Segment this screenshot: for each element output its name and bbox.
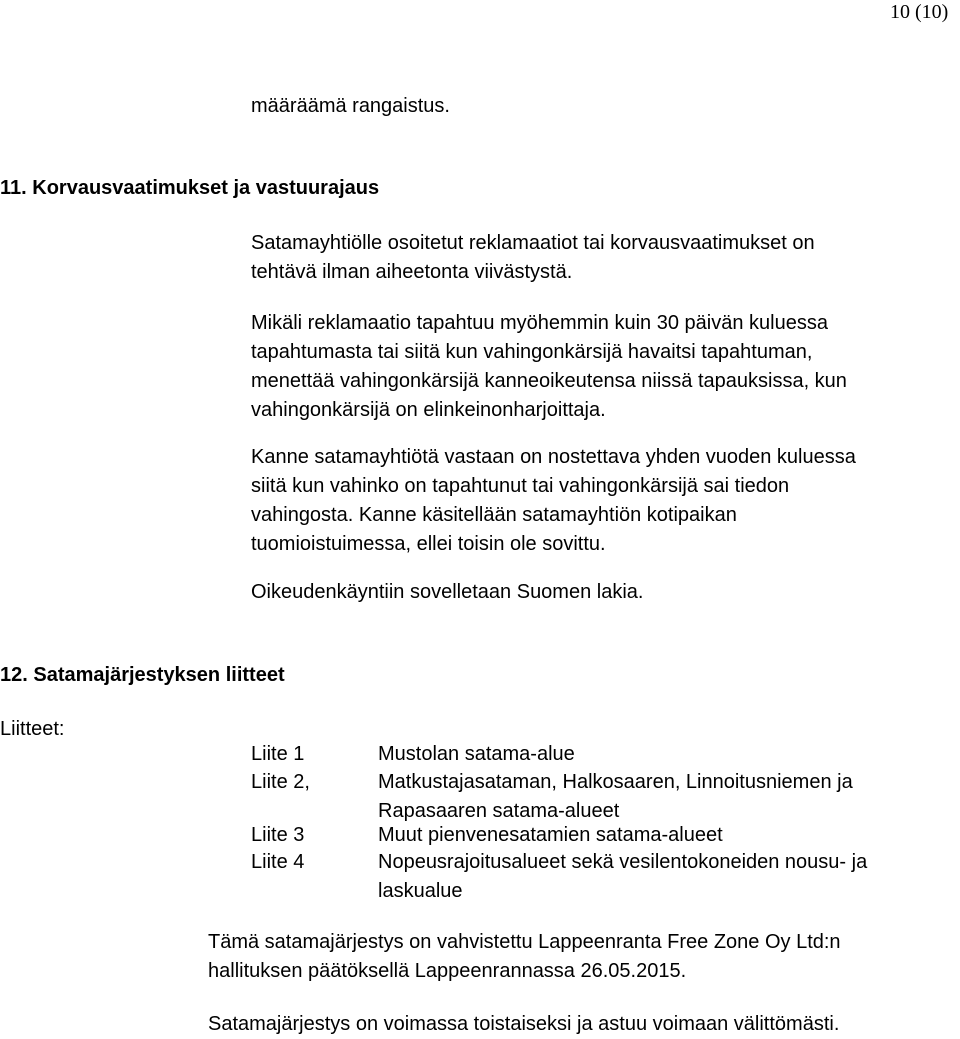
section-11-paragraph-3 xyxy=(251,443,856,559)
intro-fragment: määräämä rangaistus. xyxy=(251,95,450,117)
appendix-description-line: Rapasaaren satama-alueet xyxy=(378,800,620,822)
appendix-description-1: Mustolan satama-alue xyxy=(378,743,575,765)
section-12-heading: 12. Satamajärjestyksen liitteet xyxy=(0,664,285,686)
appendix-label-4: Liite 4 xyxy=(251,851,305,873)
approval-line: hallituksen päätöksellä Lappeenrannassa 26.05.2015. xyxy=(208,960,687,982)
paragraph-line: tehtävä ilman aiheetonta viivästystä. xyxy=(251,261,573,283)
validity-statement: Satamajärjestys on voimassa toistaiseksi ja astuu voimaan välittömästi. xyxy=(208,1013,840,1035)
paragraph-line: siitä kun vahinko on tapahtunut tai vahingonkärsijä sai tiedon xyxy=(251,475,790,497)
appendix-label-2: Liite 2, xyxy=(251,771,310,793)
appendix-description-line: Nopeusrajoitusalueet sekä vesilentokoneiden nousu- ja xyxy=(378,851,868,873)
paragraph-line: Kanne satamayhtiötä vastaan on nostettava yhden vuoden kuluessa xyxy=(251,446,856,468)
approval-line: Tämä satamajärjestys on vahvistettu Lappeenranta Free Zone Oy Ltd:n xyxy=(208,931,841,953)
paragraph-line: vahingosta. Kanne käsitellään satamayhtiön kotipaikan xyxy=(251,504,737,526)
paragraph-line: vahingonkärsijä on elinkeinonharjoittaja. xyxy=(251,399,606,421)
paragraph-line: Mikäli reklamaatio tapahtuu myöhemmin kuin 30 päivän kuluessa xyxy=(251,312,828,334)
paragraph-line: tuomioistuimessa, ellei toisin ole sovittu. xyxy=(251,533,606,555)
section-11-paragraph-1 xyxy=(251,229,815,287)
appendix-description-line: Matkustajasataman, Halkosaaren, Linnoitusniemen ja xyxy=(378,771,853,793)
attachments-label: Liitteet: xyxy=(0,718,65,740)
appendix-description-2 xyxy=(378,768,853,826)
appendix-description-4 xyxy=(378,848,867,906)
paragraph-line: Satamayhtiölle osoitetut reklamaatiot tai korvausvaatimukset on xyxy=(251,232,815,254)
section-11-paragraph-2 xyxy=(251,309,847,425)
page-number: 10 (10) xyxy=(890,1,949,23)
appendix-label-1: Liite 1 xyxy=(251,743,305,765)
paragraph-line: tapahtumasta tai siitä kun vahingonkärsijä havaitsi tapahtuman, xyxy=(251,341,813,363)
approval-statement xyxy=(208,928,841,986)
appendix-description-3: Muut pienvenesatamien satama-alueet xyxy=(378,824,723,846)
section-11-heading: 11. Korvausvaatimukset ja vastuurajaus xyxy=(0,177,380,199)
appendix-description-line: laskualue xyxy=(378,880,463,902)
paragraph-line: menettää vahingonkärsijä kanneoikeutensa niissä tapauksissa, kun xyxy=(251,370,847,392)
appendix-label-3: Liite 3 xyxy=(251,824,305,846)
section-11-paragraph-4: Oikeudenkäyntiin sovelletaan Suomen lakia. xyxy=(251,581,644,603)
